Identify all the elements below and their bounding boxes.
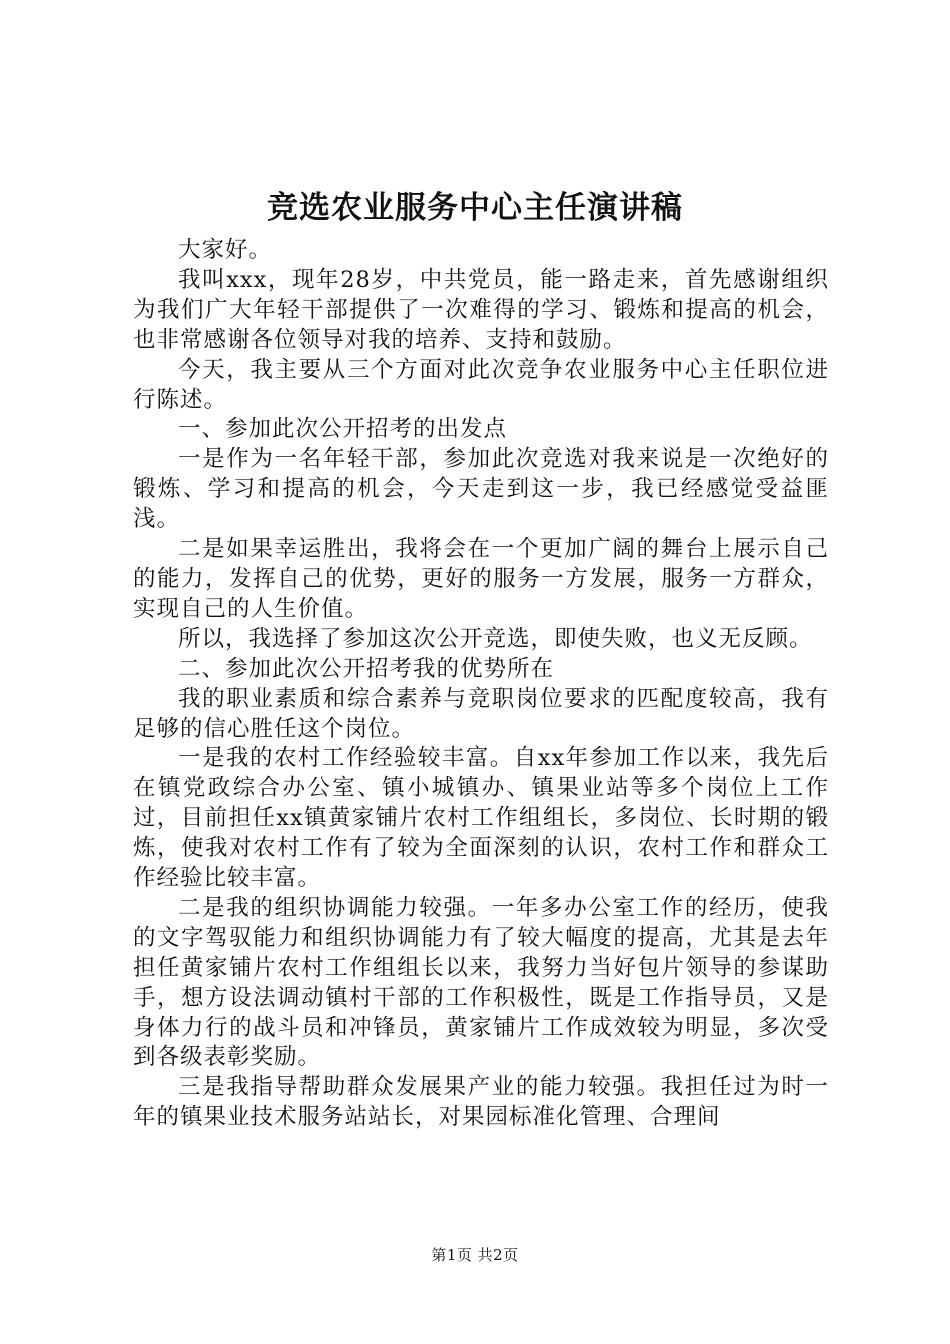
paragraph-strength-2: 二是我的组织协调能力较强。一年多办公室工作的经历，使我的文字驾驭能力和组织协调能力有了较大幅度的提高，尤其是去年担任黄家铺片农村工作组组长以来，我努力当好包片领导的参谋助手，想方设法调动镇村干部的工作积极性，既是工作指导员，又是身体力行的战斗员和冲锋员，黄家铺片工作成效较为明显，多次受到各级表彰奖励。 — [133, 894, 829, 1071]
paragraph-introduction: 我叫xxx，现年28岁，中共党员，能一路走来，首先感谢组织为我们广大年轻干部提供了一次难得的学习、锻炼和提高的机会，也非常感谢各位领导对我的培养、支持和鼓励。 — [133, 266, 829, 353]
paragraph-motivation-2: 二是如果幸运胜出，我将会在一个更加广阔的舞台上展示自己的能力，发挥自己的优势，更好的服务一方发展，服务一方群众，实现自己的人生价值。 — [133, 536, 829, 622]
paragraph-motivation-1: 一是作为一名年轻干部，参加此次竞选对我来说是一次绝好的锻炼、学习和提高的机会，今天走到这一步，我已经感觉受益匪浅。 — [133, 446, 829, 533]
paragraph-strengths-intro: 我的职业素质和综合素养与竞职岗位要求的匹配度较高，我有足够的信心胜任这个岗位。 — [133, 685, 829, 742]
document-title: 竞选农业服务中心主任演讲稿 — [267, 190, 683, 226]
paragraph-greeting: 大家好。 — [178, 237, 273, 263]
paragraph-overview: 今天，我主要从三个方面对此次竞争农业服务中心主任职位进行陈述。 — [133, 356, 829, 413]
section-heading-strengths: 二、参加此次公开招考我的优势所在 — [178, 655, 555, 682]
paragraph-motivation-conclusion: 所以，我选择了参加这次公开竞选，即使失败，也义无反顾。 — [178, 625, 813, 652]
section-heading-motivation: 一、参加此次公开招考的出发点 — [178, 416, 508, 443]
paragraph-strength-1: 一是我的农村工作经验较丰富。自xx年参加工作以来，我先后在镇党政综合办公室、镇小城镇办、镇果业站等多个岗位上工作过，目前担任xx镇黄家铺片农村工作组组长，多岗位、长时期的锻炼，使我对农村工作有了较为全面深刻的认识，农村工作和群众工作经验比较丰富。 — [133, 745, 829, 892]
document-body — [133, 236, 829, 1133]
page-footer: 第1页 共2页 — [431, 1246, 519, 1264]
paragraph-strength-3: 三是我指导帮助群众发展果产业的能力较强。我担任过为时一年的镇果业技术服务站站长，对果园标准化管理、合理间 — [133, 1074, 829, 1131]
